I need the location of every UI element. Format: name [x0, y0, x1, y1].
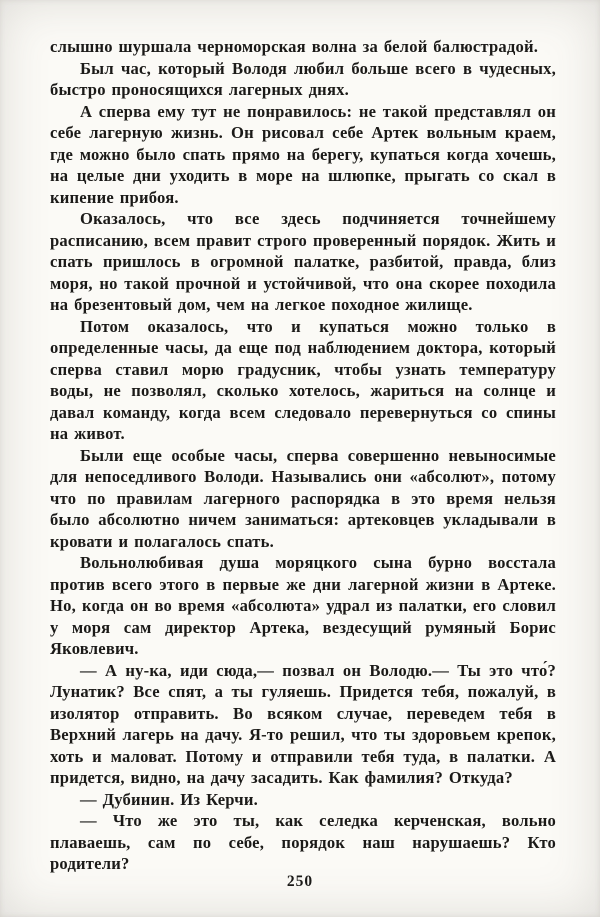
paragraph: — А ну-ка, иди сюда,— позвал он Володю.— Ты это что́? Лунатик? Все спят, а ты гуляешь. Придется тебя, пожалуй, в изолятор отправить. Во всяком случае, переведем тебя в Верхний лагерь на дачу. Я-то решил, что ты здоровьем крепок, хоть и маловат. Потому и отправили тебя туда, в палатки. А придется, видно, на дачу засадить. Как фамилия? Откуда? — [50, 660, 556, 787]
paragraph: — Что же это ты, как селедка керченская, вольно плаваешь, сам по себе, порядок наш нарушаешь? Кто родители? — [50, 811, 556, 873]
paragraph: слышно шуршала черноморская волна за белой балюстрадой. — [50, 37, 539, 56]
paragraph: — Дубинин. Из Керчи. — [80, 789, 258, 809]
paragraph: Были еще особые часы, сперва совершенно невыносимые для непоседливого Володи. Назывались они «абсолют», потому что по правилам лагерного распорядка в это время нельзя было абсолютно ничем заниматься: артековцев укладывали в кровати и полагалось спать. — [50, 445, 556, 551]
paragraph: А сперва ему тут не понравилось: не такой представлял он себе лагерную жизнь. Он рисовал себе Артек вольным краем, где можно было спать прямо на берегу, купаться когда хочешь, на целые дни уходить в море на шлюпке, прыгать со скал в кипение прибоя. — [50, 101, 556, 207]
page-number: 250 — [286, 873, 314, 890]
paragraph: Оказалось, что все здесь подчиняется точнейшему расписанию, всем правит строго проверенный порядок. Жить и спать пришлось в огромной палатке, разбитой, правда, близ моря, но такой прочной и устойчивой, что она скорее походила на брезентовый дом, чем на легкое походное жилище. — [50, 209, 556, 314]
paragraph: Вольнолюбивая душа моряцкого сына бурно восстала против всего этого в первые же дни лагерной жизни в Артеке. Но, когда он во время «абсолюта» удрал из палатки, его словил у моря сам директор Артека, вездесущий румяный Борис Яковлевич. — [50, 553, 556, 658]
page-text — [50, 36, 556, 875]
paragraph: Был час, который Володя любил больше всего в чудесных, быстро проносящихся лагерных днях. — [50, 58, 556, 99]
paragraph: Потом оказалось, что и купаться можно только в определенные часы, да еще под наблюдением доктора, который сперва ставил морю градусник, чтобы узнать температуру воды, не позволял, сколько хотелось, жариться на солнце и давал команду, когда всем следовало перевернуться со спины на живот. — [50, 316, 556, 443]
